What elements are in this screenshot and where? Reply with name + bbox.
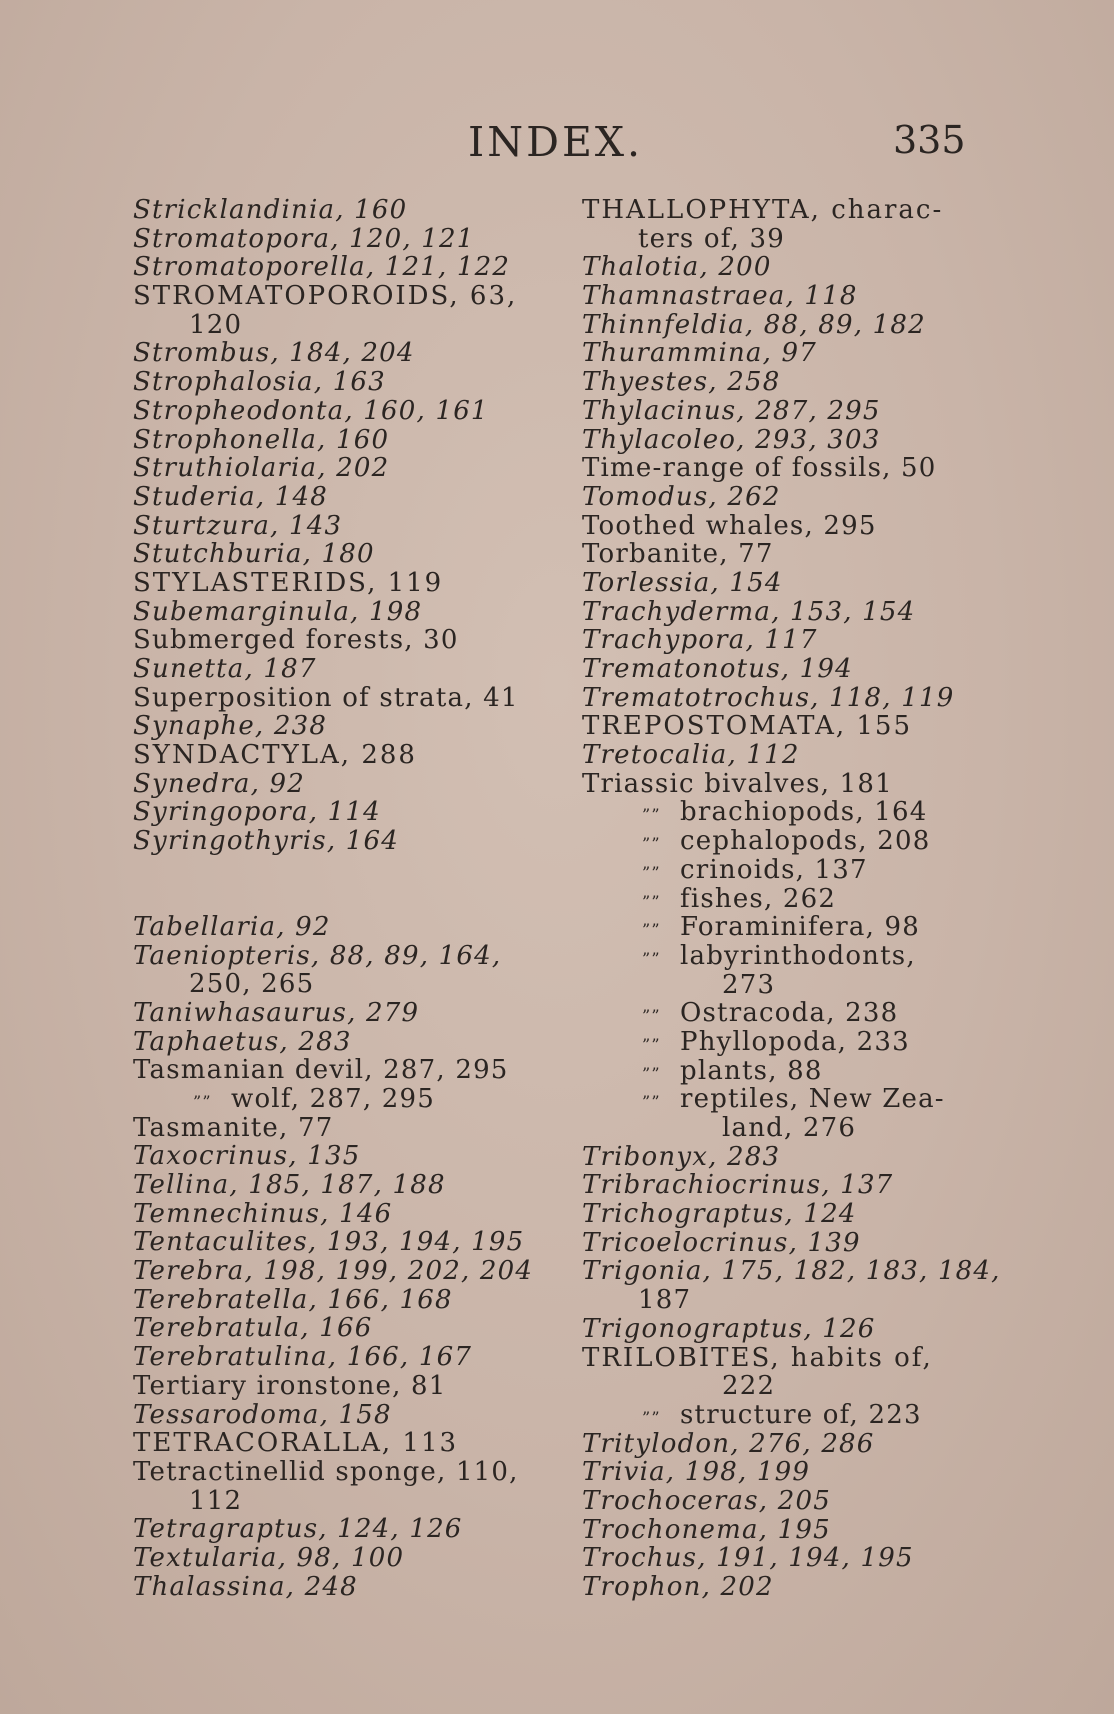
entry-text: Sturtzura, 143 (133, 510, 343, 541)
index-entry (582, 1344, 982, 1373)
ditto-mark: ”” (642, 1407, 661, 1427)
index-entry (582, 1430, 982, 1459)
entry-text: Thurammina, 97 (582, 338, 818, 369)
entry-text: TRILOBITES, habits of, (582, 1342, 933, 1373)
entry-text: Torlessia, 154 (582, 567, 783, 598)
entry-text: Tasmanite, 77 (133, 1112, 334, 1143)
entry-text: Subemarginula, 198 (133, 596, 423, 627)
index-entry (133, 684, 533, 713)
index-entry (133, 339, 533, 368)
index-entry (582, 598, 982, 627)
index-entry (582, 569, 982, 598)
entry-text: cephalopods, 208 (680, 826, 931, 857)
entry-text: Syringothyris, 164 (133, 826, 400, 857)
entry-text: Thamnastraea, 118 (582, 281, 858, 312)
entry-text: Sunetta, 187 (133, 654, 317, 684)
entry-text: fishes, 262 (680, 883, 837, 914)
entry-text: Tabellaria, 92 (133, 911, 331, 942)
index-entry (582, 368, 982, 397)
entry-text: Tritylodon, 276, 286 (582, 1428, 875, 1459)
entry-text: Terebra, 198, 199, 202, 204 (133, 1256, 534, 1287)
entry-text: Tetractinellid sponge, 110, (133, 1456, 519, 1487)
index-entry (582, 741, 982, 770)
index-entry (133, 368, 533, 397)
entry-text: Trachyderma, 153, 154 (582, 596, 916, 627)
ditto-mark: ”” (642, 1034, 661, 1054)
entry-text: Synedra, 92 (133, 768, 306, 799)
entry-text: brachiopods, 164 (680, 797, 928, 828)
entry-text: 187 (638, 1285, 692, 1316)
entry-text: Studeria, 148 (133, 481, 329, 512)
entry-text: Trophon, 202 (582, 1572, 774, 1602)
entry-text: plants, 88 (680, 1055, 823, 1086)
ditto-mark: ”” (642, 805, 661, 825)
entry-text: Trigonograptus, 126 (582, 1313, 876, 1344)
entry-text: 273 (722, 969, 776, 1000)
index-entry (582, 1256, 1001, 1287)
index-entry (582, 225, 982, 254)
ditto-mark: ”” (642, 1063, 661, 1083)
index-entry (582, 397, 982, 426)
entry-text: Strophonella, 160 (133, 424, 390, 455)
entry-text: Struthiolaria, 202 (133, 453, 390, 484)
entry-text: Triassic bivalves, 181 (582, 768, 893, 799)
ditto-mark: ”” (642, 834, 661, 854)
ditto-mark: ”” (193, 1091, 212, 1111)
entry-text: Foraminifera, 98 (680, 912, 920, 943)
index-entry (133, 1142, 533, 1171)
index-entry (133, 999, 533, 1028)
entry-text: 120 (189, 309, 243, 340)
index-entry (133, 1544, 533, 1573)
entry-text: ters of, 39 (638, 223, 786, 254)
entry-text: Trochus, 191, 194, 195 (582, 1543, 914, 1574)
index-entry (133, 970, 533, 999)
index-entry (582, 712, 982, 741)
entry-text: Strombus, 184, 204 (133, 338, 415, 369)
index-entry (582, 426, 982, 455)
index-entry (582, 1229, 982, 1258)
entry-text: Terebratulina, 166, 167 (133, 1342, 473, 1373)
entry-text: Terebratula, 166 (133, 1313, 373, 1344)
entry-text: Tertiary ironstone, 81 (133, 1370, 447, 1401)
entry-text: Taphaetus, 283 (133, 1026, 352, 1057)
index-entry (582, 626, 982, 655)
index-entry (133, 655, 533, 684)
entry-text: Tretocalia, 112 (582, 740, 800, 771)
entry-text: Trematonotus, 194 (582, 654, 853, 684)
entry-text: Stricklandinia, 160 (133, 195, 408, 225)
entry-text: Thalotia, 200 (582, 252, 772, 283)
index-entry (133, 225, 533, 254)
index-entry (582, 540, 982, 569)
entry-text: Superposition of strata, 41 (133, 682, 519, 713)
entry-text: reptiles, New Zea- (680, 1084, 945, 1115)
index-column-left (133, 196, 533, 1601)
entry-text: Thylacoleo, 293, 303 (582, 424, 881, 455)
index-entry (133, 1085, 533, 1114)
index-entry (582, 1114, 982, 1143)
index-entry (582, 483, 982, 512)
index-entry (582, 1171, 982, 1200)
index-entry (582, 1487, 982, 1516)
entry-text: land, 276 (722, 1113, 857, 1143)
index-entry (582, 798, 982, 827)
entry-text: 250, 265 (189, 969, 315, 1000)
page-number: 335 (893, 118, 966, 162)
entry-text: wolf, 287, 295 (231, 1083, 436, 1114)
entry-text: Trochonema, 195 (582, 1514, 831, 1545)
index-entry (133, 913, 533, 942)
index-entry (133, 1429, 533, 1458)
entry-text: Temnechinus, 146 (133, 1198, 393, 1229)
entry-text: Trematotrochus, 118, 119 (582, 682, 955, 713)
index-entry (582, 827, 982, 856)
index-entry (582, 1372, 982, 1401)
ditto-mark: ”” (642, 891, 661, 911)
index-entry (582, 1200, 982, 1229)
entry-text: 112 (189, 1485, 243, 1516)
index-entry (133, 1343, 533, 1372)
entry-text: Tricoelocrinus, 139 (582, 1227, 861, 1258)
section-gap (133, 856, 533, 913)
index-entry (133, 1200, 533, 1229)
entry-text: Tribonyx, 283 (582, 1141, 781, 1172)
entry-text: Taeniopteris, 88, 89, 164, (133, 940, 502, 971)
entry-text: 222 (722, 1371, 776, 1402)
index-entry (582, 253, 982, 282)
index-entry (133, 1314, 533, 1343)
index-entry (582, 1315, 982, 1344)
index-entry (133, 426, 533, 455)
index-entry (582, 282, 982, 311)
entry-text: Tetragraptus, 124, 126 (133, 1514, 463, 1545)
index-entry (582, 454, 982, 483)
entry-text: Tribrachiocrinus, 137 (582, 1170, 894, 1201)
entry-text: labyrinthodonts, (680, 940, 916, 971)
entry-text: Trigonia, 175, 182, 183, 184, (582, 1256, 1001, 1287)
entry-text: Taniwhasaurus, 279 (133, 997, 420, 1028)
index-entry (582, 770, 982, 799)
index-entry (133, 1171, 533, 1200)
index-entry (133, 942, 533, 971)
entry-text: Tellina, 185, 187, 188 (133, 1170, 446, 1200)
index-entry (133, 196, 533, 225)
entry-text: Stropheodonta, 160, 161 (133, 395, 489, 426)
index-entry (133, 397, 533, 426)
index-entry (582, 339, 982, 368)
entry-text: TREPOSTOMATA, 155 (582, 711, 913, 742)
entry-text: Stutchburia, 180 (133, 539, 375, 570)
index-entry (133, 741, 533, 770)
entry-text: Thylacinus, 287, 295 (582, 395, 881, 426)
index-entry (133, 253, 533, 282)
entry-text: Submerged forests, 30 (133, 625, 459, 656)
index-entry (582, 1143, 982, 1172)
index-entry (582, 1458, 982, 1487)
entry-text: Thalassina, 248 (133, 1571, 358, 1602)
entry-text: Textularia, 98, 100 (133, 1542, 405, 1573)
index-entry (133, 1257, 533, 1286)
index-entry (133, 1401, 533, 1430)
index-entry (133, 1228, 533, 1257)
entry-text: structure of, 223 (680, 1399, 922, 1430)
entry-text: Syringopora, 114 (133, 797, 381, 828)
index-entry (133, 1286, 533, 1315)
entry-text: Terebratella, 166, 168 (133, 1284, 453, 1315)
entry-text: Tentaculites, 193, 194, 195 (133, 1227, 525, 1258)
entry-text: Thyestes, 258 (582, 367, 781, 398)
entry-text: Synaphe, 238 (133, 711, 328, 742)
entry-text: Torbanite, 77 (582, 539, 774, 570)
index-entry (133, 540, 533, 569)
entry-text: Trivia, 198, 199 (582, 1457, 811, 1488)
index-entry (582, 999, 982, 1028)
index-entry (133, 1515, 533, 1544)
index-entry (582, 1286, 982, 1315)
index-entry (133, 311, 533, 340)
index-entry (582, 512, 982, 541)
index-entry (582, 311, 982, 340)
index-entry (133, 1573, 533, 1602)
index-entry (133, 1056, 533, 1085)
index-entry (133, 770, 533, 799)
index-entry (133, 598, 533, 627)
running-head (0, 118, 1114, 168)
entry-text: Ostracoda, 238 (680, 998, 899, 1029)
index-entry (582, 942, 982, 971)
entry-text: Trochoceras, 205 (582, 1485, 831, 1516)
entry-text: Time-range of fossils, 50 (582, 453, 937, 484)
index-entry (133, 1114, 533, 1143)
index-column-right (582, 195, 1001, 1602)
entry-text: STYLASTERIDS, 119 (133, 567, 444, 598)
index-entry (133, 626, 533, 655)
entry-text: Tomodus, 262 (582, 481, 781, 512)
entry-text: Strophalosia, 163 (133, 367, 386, 398)
index-entry (133, 483, 533, 512)
index-entry (582, 971, 982, 1000)
index-entry (133, 512, 533, 541)
index-entry (133, 798, 533, 827)
index-entry (582, 1085, 982, 1114)
entry-text: STROMATOPOROIDS, 63, (133, 281, 518, 312)
index-entry (582, 856, 982, 885)
index-heading: INDEX. (468, 118, 644, 166)
entry-text: SYNDACTYLA, 288 (133, 740, 417, 771)
index-entry (133, 454, 533, 483)
index-entry (582, 196, 982, 225)
ditto-mark: ”” (642, 948, 661, 968)
entry-text: Trachypora, 117 (582, 625, 818, 656)
index-entry (582, 1573, 982, 1602)
index-entry (582, 1057, 982, 1086)
ditto-mark: ”” (642, 862, 661, 882)
entry-text: Phyllopoda, 233 (680, 1026, 910, 1057)
entry-text: crinoids, 137 (680, 854, 868, 885)
entry-text: TETRACORALLA, 113 (133, 1428, 459, 1459)
index-entry (582, 1544, 982, 1573)
entry-text: Stromatopora, 120, 121 (133, 223, 475, 254)
ditto-mark: ”” (642, 920, 661, 940)
index-entry (582, 913, 982, 942)
index-entry (582, 1401, 982, 1430)
index-entry (133, 1458, 533, 1487)
ditto-mark: ”” (642, 1006, 661, 1026)
entry-text: Tessarodoma, 158 (133, 1399, 392, 1430)
index-entry (582, 1516, 982, 1545)
entry-text: Stromatoporella, 121, 122 (133, 252, 511, 283)
entry-text: Taxocrinus, 135 (133, 1141, 361, 1172)
index-entry (133, 1487, 533, 1516)
index-entry (133, 1028, 533, 1057)
entry-text: Tasmanian devil, 287, 295 (133, 1055, 509, 1086)
entry-text: THALLOPHYTA, charac- (582, 195, 944, 225)
index-entry (133, 827, 533, 856)
entry-text: Trichograptus, 124 (582, 1199, 857, 1230)
index-entry (582, 655, 982, 684)
index-entry (133, 712, 533, 741)
index-entry (133, 1372, 533, 1401)
index-entry (133, 282, 533, 311)
ditto-mark: ”” (642, 1092, 661, 1112)
index-entry (133, 569, 533, 598)
index-entry (582, 885, 982, 914)
entry-text: Toothed whales, 295 (582, 510, 877, 541)
index-entry (582, 1028, 982, 1057)
entry-text: Thinnfeldia, 88, 89, 182 (582, 309, 926, 340)
index-entry (582, 684, 982, 713)
